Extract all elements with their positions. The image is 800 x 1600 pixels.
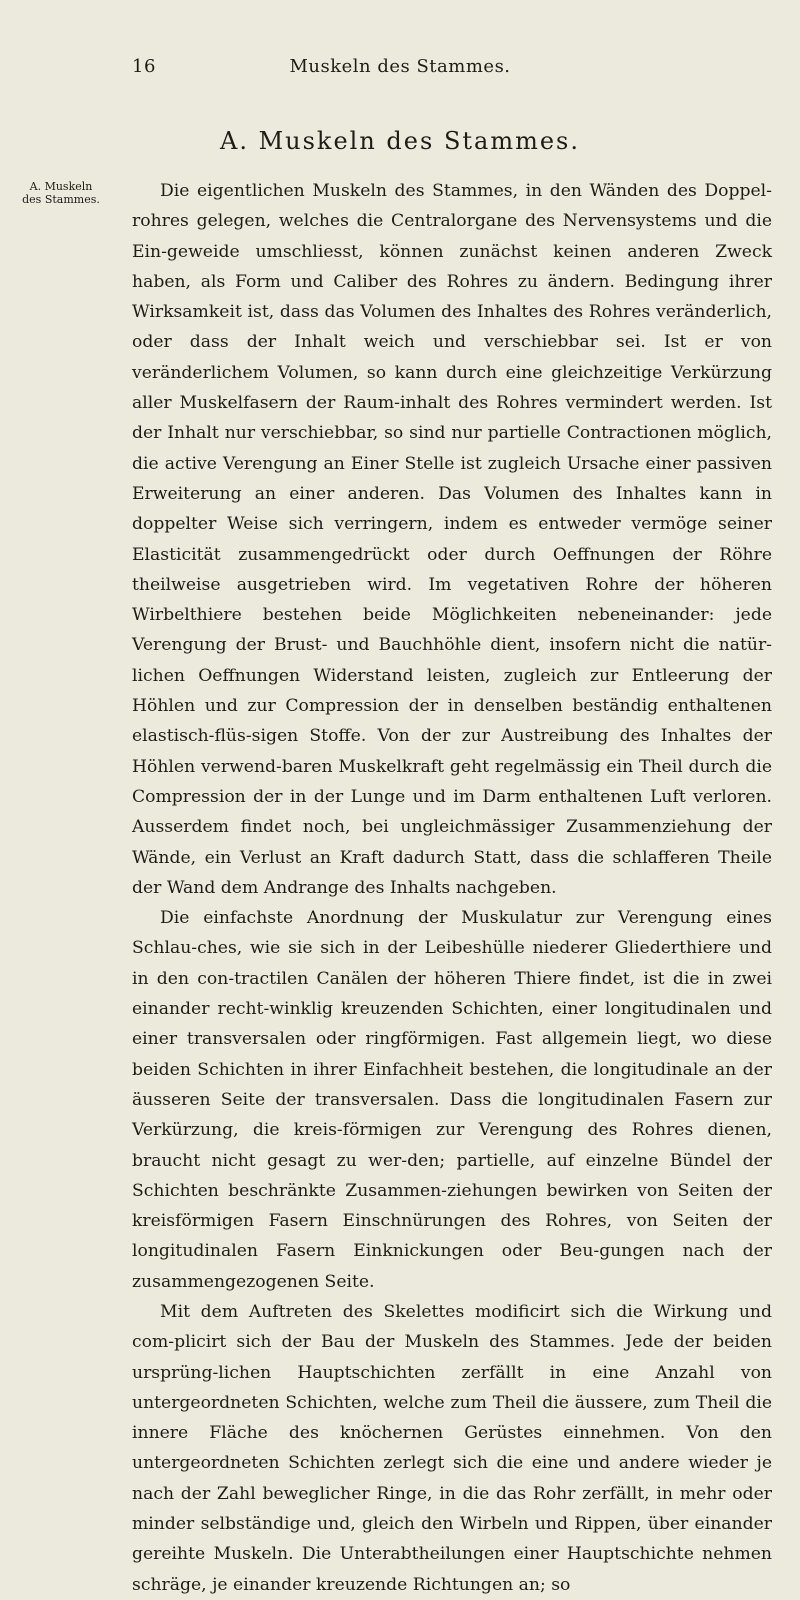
page-number: 16 <box>132 56 156 77</box>
running-head <box>0 56 800 86</box>
paragraph: Die einfachste Anordnung der Muskulatur zur Verengung eines Schlau-ches, wie sie sich in der Leibeshülle niederer Gliederthiere und in den con-tractilen Canälen der höheren Thiere findet, ist die in zwei einander recht-winklig kreuzenden Schichten, einer longitudinalen und einer transversalen oder ringförmigen. Fast allgemein liegt, wo diese beiden Schichten in ihrer Einfachheit bestehen, die longitudinale an der äusseren Seite der transversalen. Dass die longitudinalen Fasern zur Verkürzung, die kreis-förmigen zur Verengung des Rohres dienen, braucht nicht gesagt zu wer-den; partielle, auf einzelne Bündel der Schichten beschränkte Zusammen-ziehungen bewirken von Seiten der kreisförmigen Fasern Einschnürungen des Rohres, von Seiten der longitudinalen Fasern Einknickungen oder Beu-gungen nach der zusammengezogenen Seite. <box>132 908 772 1292</box>
paragraph: Die eigentlichen Muskeln des Stammes, in den Wänden des Doppel-rohres gelegen, welches die Centralorgane des Nervensystems und die Ein-geweide umschliesst, können zunächst keinen anderen Zweck haben, als Form und Caliber des Rohres zu ändern. Bedingung ihrer Wirksamkeit ist, dass das Volumen des Inhaltes des Rohres veränderlich, oder dass der Inhalt weich und verschiebbar sei. Ist er von veränderlichem Volumen, so kann durch eine gleichzeitige Verkürzung aller Muskelfasern der Raum-inhalt des Rohres vermindert werden. Ist der Inhalt nur verschiebbar, so sind nur partielle Contractionen möglich, die active Verengung an Einer Stelle ist zugleich Ursache einer passiven Erweiterung an einer anderen. Das Volumen des Inhaltes kann in doppelter Weise sich verringern, indem es entweder vermöge seiner Elasticität zusammengedrückt oder durch Oeffnungen der Röhre theilweise ausgetrieben wird. Im vegetativen Rohre der höheren Wirbelthiere bestehen beide Möglichkeiten nebeneinander: jede Verengung der Brust- und Bauchhöhle dient, insofern nicht die natür-lichen Oeffnungen Widerstand leisten, zugleich zur Entleerung der Höhlen und zur Compression der in denselben beständig enthaltenen elastisch-flüs-sigen Stoffe. Von der zur Austreibung des Inhaltes der Höhlen verwend-baren Muskelkraft geht regelmässig ein Theil durch die Compression der in der Lunge und im Darm enthaltenen Luft verloren. Ausserdem findet noch, bei ungleichmässiger Zusammenziehung der Wände, ein Verlust an Kraft dadurch Statt, dass die schlafferen Theile der Wand dem Andrange des Inhalts nachgeben. <box>132 181 772 898</box>
section-title: A. Muskeln des Stammes. <box>219 127 580 155</box>
margin-note: A. Muskeln des Stammes. <box>22 180 100 206</box>
running-title: Muskeln des Stammes. <box>289 56 511 77</box>
body-text <box>132 176 772 1600</box>
paragraph: Mit dem Auftreten des Skelettes modificirt sich die Wirkung und com-plicirt sich der Bau der Muskeln des Stammes. Jede der beiden ursprüng-lichen Hauptschichten zerfällt in eine Anzahl von untergeordneten Schichten, welche zum Theil die äussere, zum Theil die innere Fläche des knöchernen Gerüstes einnehmen. Von den untergeordneten Schichten zerlegt sich die eine und andere wieder je nach der Zahl beweglicher Ringe, in die das Rohr zerfällt, in mehr oder minder selbständige und, gleich den Wirbeln und Rippen, über einander gereihte Muskeln. Die Unterabtheilungen einer Hauptschichte nehmen schräge, je einander kreuzende Richtungen an; so <box>132 1301 772 1595</box>
